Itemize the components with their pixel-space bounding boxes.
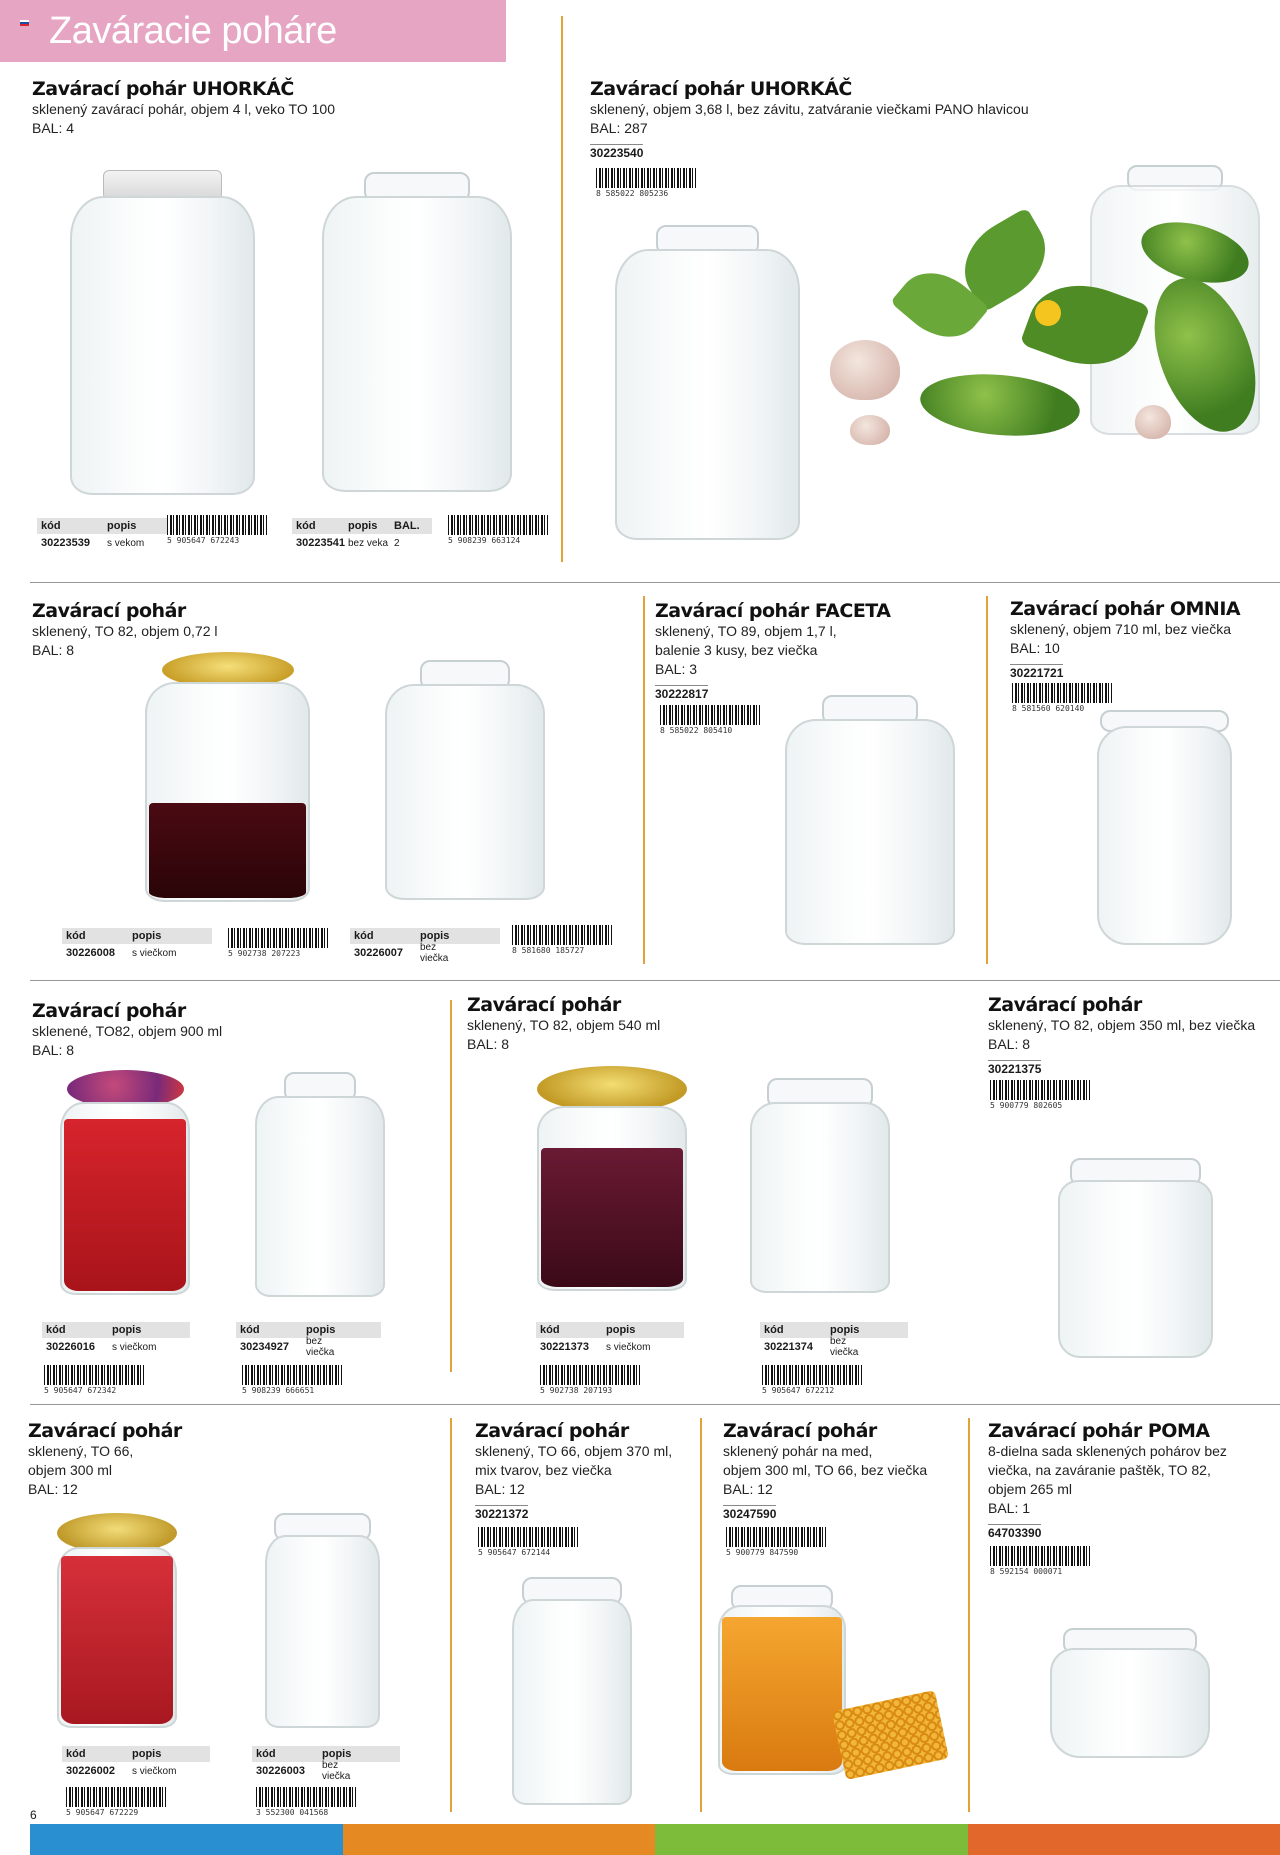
barcode: 5 905647 672144 xyxy=(478,1527,578,1557)
product-faceta xyxy=(655,600,975,703)
product-title: Zavárací pohár FACETA xyxy=(655,600,891,622)
page-title: Zaváracie poháre xyxy=(49,10,337,52)
divider xyxy=(643,596,645,964)
product-description: sklenené, TO82, objem 900 ml xyxy=(32,1023,223,1039)
jar-image xyxy=(60,1070,190,1295)
jar-image xyxy=(1058,1158,1213,1358)
product-description: 8-dielna sada sklenených pohárov bez xyxy=(988,1443,1227,1459)
divider xyxy=(30,980,1280,981)
product-bal: BAL: 287 xyxy=(590,120,648,136)
product-title: Zavárací pohár xyxy=(475,1420,629,1442)
footer-segment-green xyxy=(655,1824,968,1855)
jar-image xyxy=(1050,1628,1210,1758)
divider xyxy=(968,1418,970,1812)
product-description: viečka, na zaváranie paštěk, TO 82, xyxy=(988,1462,1211,1478)
jar-image xyxy=(322,172,512,492)
jar-image xyxy=(785,695,955,945)
product-uhorkac-4l xyxy=(32,78,552,138)
product-omnia xyxy=(1010,598,1270,682)
divider xyxy=(30,1404,1280,1405)
product-title: Zavárací pohár POMA xyxy=(988,1420,1210,1442)
product-description: sklenený, TO 66, objem 370 ml, xyxy=(475,1443,673,1459)
product-bal: BAL: 12 xyxy=(475,1481,525,1497)
jar-image xyxy=(57,1513,177,1728)
cucumber-jar-photo xyxy=(810,165,1275,450)
jar-image xyxy=(265,1513,380,1728)
table-row: 30223541 bez veka 2 xyxy=(296,537,400,549)
code-table: kód popis 30221373 s viečkom xyxy=(536,1322,684,1356)
barcode: 8 585022 805410 xyxy=(660,705,760,735)
table-row: 30221374 bez viečka xyxy=(764,1336,859,1358)
code-table: kód popis 30226007 bez viečka xyxy=(350,928,500,962)
product-description: sklenený, TO 82, objem 0,72 l xyxy=(32,623,218,639)
product-jar-072l xyxy=(32,600,432,660)
barcode: 5 900779 847590 xyxy=(726,1527,826,1557)
footer-segment-blue xyxy=(30,1824,343,1855)
product-description: sklenený, TO 89, objem 1,7 l, xyxy=(655,623,837,639)
product-bal: BAL: 4 xyxy=(32,120,75,136)
product-description: mix tvarov, bez viečka xyxy=(475,1462,612,1478)
product-description: sklenený, objem 3,68 l, bez závitu, zatváranie viečkami PANO hlavicou xyxy=(590,101,1029,117)
footer-segment-red xyxy=(968,1824,1280,1855)
code-table: kód popis BAL. 30223541 bez veka 2 xyxy=(292,518,432,552)
divider xyxy=(986,596,988,964)
barcode: 8 585022 805236 xyxy=(596,168,696,198)
jar-image xyxy=(385,660,545,900)
divider xyxy=(561,16,563,562)
barcode: 8 581680 185727 xyxy=(512,925,612,955)
barcode: 5 905647 672342 xyxy=(44,1365,144,1395)
product-jar-350ml xyxy=(988,994,1278,1078)
barcode: 5 905647 672212 xyxy=(762,1365,862,1395)
product-title: Zavárací pohár UHORKÁČ xyxy=(32,78,294,100)
product-title: Zavárací pohár xyxy=(32,600,186,622)
barcode: 3 552300 041568 xyxy=(256,1787,356,1817)
product-poma xyxy=(988,1420,1273,1542)
product-uhorkac-368l xyxy=(590,78,1270,162)
product-description: objem 300 ml, TO 66, bez viečka xyxy=(723,1462,928,1478)
product-title: Zavárací pohár xyxy=(988,994,1142,1016)
product-title: Zavárací pohár xyxy=(28,1420,182,1442)
table-row: 30226007 bez viečka xyxy=(354,942,449,964)
table-row: 30223539 s vekom xyxy=(41,537,145,549)
product-description: objem 300 ml xyxy=(28,1462,113,1478)
jar-image xyxy=(537,1066,687,1291)
product-bal: BAL: 3 xyxy=(655,661,698,677)
product-bal: BAL: 12 xyxy=(723,1481,773,1497)
code-table: kód popis 30234927 bez viečka xyxy=(236,1322,381,1356)
code-table: kód popis 30226002 s viečkom xyxy=(62,1746,210,1780)
code-table: kód popis 30223539 s vekom xyxy=(37,518,167,552)
code-table: kód popis 30226003 bez viečka xyxy=(252,1746,400,1780)
product-description: objem 265 ml xyxy=(988,1481,1073,1497)
footer-segment-orange xyxy=(343,1824,656,1855)
barcode: 8 581560 620140 xyxy=(1012,683,1112,713)
product-description: sklenený pohár na med, xyxy=(723,1443,873,1459)
table-row: 30221373 s viečkom xyxy=(540,1341,651,1353)
product-jar-370ml xyxy=(475,1420,695,1523)
product-code: 30221375 xyxy=(988,1062,1042,1076)
product-code: 30222817 xyxy=(655,687,709,701)
jar-image xyxy=(255,1072,385,1297)
product-bal: BAL: 12 xyxy=(28,1481,78,1497)
product-description: sklenený, TO 82, objem 350 ml, bez viečka xyxy=(988,1017,1256,1033)
product-title: Zavárací pohár xyxy=(467,994,621,1016)
table-row: 30226002 s viečkom xyxy=(66,1765,177,1777)
barcode: 5 905647 672229 xyxy=(66,1787,166,1817)
divider xyxy=(30,582,1280,583)
table-row: 30234927 bez viečka xyxy=(240,1336,335,1358)
product-description: sklenený zavárací pohár, objem 4 l, veko TO 100 xyxy=(32,101,335,117)
honey-jar-image xyxy=(718,1585,846,1775)
product-bal: BAL: 8 xyxy=(32,1042,75,1058)
barcode: 5 908239 663124 xyxy=(448,515,548,545)
product-code: 30223540 xyxy=(590,146,644,160)
product-jar-900ml xyxy=(32,1000,432,1060)
footer-color-bar xyxy=(30,1824,1280,1855)
product-title: Zavárací pohár xyxy=(723,1420,877,1442)
product-bal: BAL: 8 xyxy=(988,1036,1031,1052)
jar-image xyxy=(1097,710,1232,945)
jar-image xyxy=(70,170,255,495)
product-title: Zavárací pohár UHORKÁČ xyxy=(590,78,852,100)
jar-image xyxy=(750,1078,890,1293)
product-description: balenie 3 kusy, bez viečka xyxy=(655,642,818,658)
barcode: 8 592154 000071 xyxy=(990,1546,1090,1576)
page-header xyxy=(0,0,506,62)
code-table: kód popis 30226016 s viečkom xyxy=(42,1322,190,1356)
barcode: 5 902738 207193 xyxy=(540,1365,640,1395)
product-bal: BAL: 10 xyxy=(1010,640,1060,656)
product-description: sklenený, TO 66, xyxy=(28,1443,134,1459)
product-code: 30221372 xyxy=(475,1507,529,1521)
jar-image xyxy=(145,652,310,902)
jar-image xyxy=(615,225,800,540)
product-title: Zavárací pohár xyxy=(32,1000,186,1022)
product-code: 30221721 xyxy=(1010,666,1064,680)
table-row: 30226016 s viečkom xyxy=(46,1341,157,1353)
divider xyxy=(450,1000,452,1372)
jar-image xyxy=(512,1577,632,1805)
product-title: Zavárací pohár OMNIA xyxy=(1010,598,1241,620)
code-table: kód popis 30226008 s viečkom xyxy=(62,928,212,962)
page-number: 6 xyxy=(30,1808,37,1822)
table-row: 30226008 s viečkom xyxy=(66,947,177,959)
product-jar-540ml xyxy=(467,994,867,1054)
barcode: 5 908239 666651 xyxy=(242,1365,342,1395)
table-row: 30226003 bez viečka xyxy=(256,1760,351,1782)
honeycomb-image xyxy=(832,1690,949,1780)
product-description: sklenený, TO 82, objem 540 ml xyxy=(467,1017,661,1033)
product-bal: BAL: 8 xyxy=(32,642,75,658)
product-bal: BAL: 1 xyxy=(988,1500,1031,1516)
product-description: sklenený, objem 710 ml, bez viečka xyxy=(1010,621,1231,637)
barcode: 5 900779 802605 xyxy=(990,1080,1090,1110)
product-code: 64703390 xyxy=(988,1526,1042,1540)
product-honey-jar xyxy=(723,1420,963,1523)
barcode: 5 905647 672243 xyxy=(167,515,267,545)
divider xyxy=(700,1418,702,1812)
divider xyxy=(450,1418,452,1812)
product-bal: BAL: 8 xyxy=(467,1036,510,1052)
product-code: 30247590 xyxy=(723,1507,777,1521)
code-table: kód popis 30221374 bez viečka xyxy=(760,1322,908,1356)
barcode: 5 902738 207223 xyxy=(228,928,328,958)
product-jar-300ml xyxy=(28,1420,428,1499)
slovak-flag-icon xyxy=(20,20,29,27)
